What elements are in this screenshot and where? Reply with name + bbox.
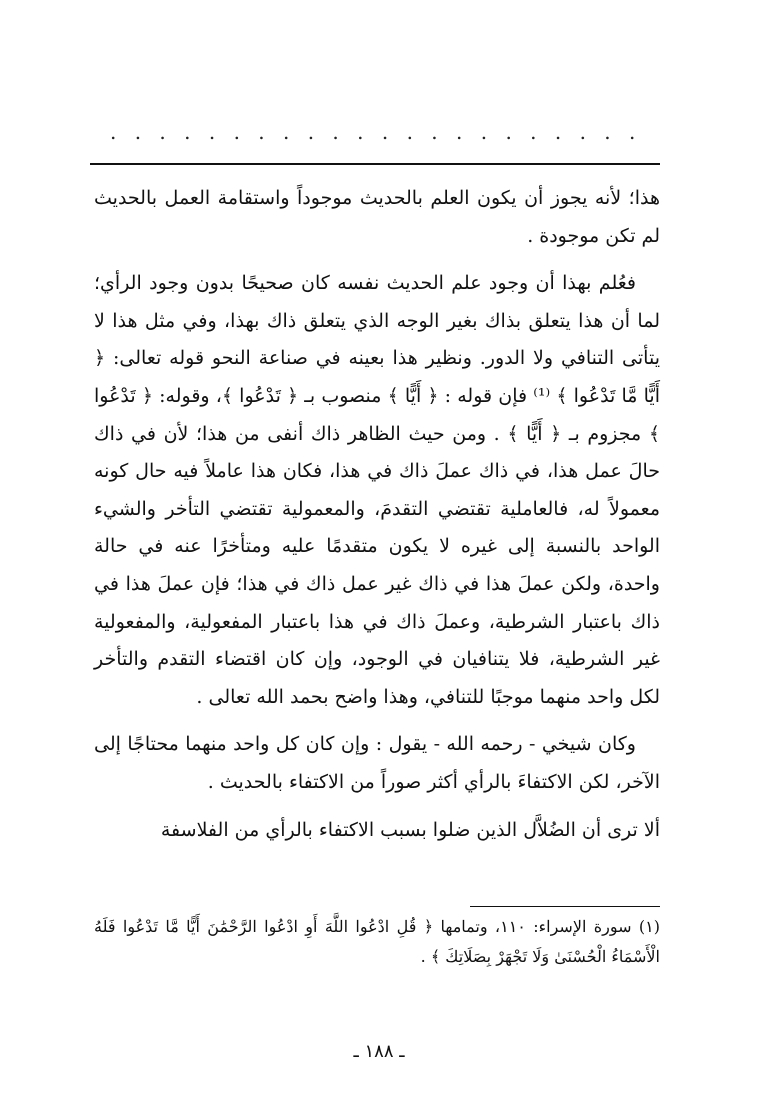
header-rule	[90, 163, 660, 165]
footnote-rule	[470, 906, 660, 907]
paragraph-2: فعُلم بهذا أن وجود علم الحديث نفسه كان صحيحًا بدون وجود الرأي؛ لما أن هذا يتعلق بذاك بغير الوجه الذي يتعلق ذاك بهذا، وفي مثل هذا لا يتأتى التنافي ولا الدور. ونظير هذا بعينه في صناعة النحو قوله تعالى: ﴿ أَيًّا مَّا تَدْعُوا ﴾ ⁽¹⁾ فإن قوله : ﴿ أَيًّا ﴾ منصوب بـ ﴿ تَدْعُوا ﴾، وقوله: ﴿ تَدْعُوا ﴾ مجزوم بـ ﴿ أَيًّا ﴾ . ومن حيث الظاهر ذاك أنفى من هذا؛ لأن في ذاك حالَ عمل هذا، في ذاك عملَ ذاك في هذا، فكان هذا عاملاً فيه حال كونه معمولاً له، فالعاملية تقتضي التقدمَ، والمعمولية تقتضي التأخر والشيء الواحد بالنسبة إلى غيره لا يكون متقدمًا عليه ومتأخرًا عنه في حالة واحدة، ولكن عملَ هذا في ذاك غير عمل ذاك في هذا؛ فإن عملَ هذا في ذاك باعتبار الشرطية، وعملَ ذاك في هذا باعتبار المفعولية، والمفعولية غير الشرطية، فلا يتنافيان في الوجود، وإن كان اقتضاء التقدم والتأخر لكل واحد منهما موجبًا للتنافي، وهذا واضح بحمد الله تعالى .	[94, 272, 660, 708]
footnote: (١) سورة الإسراء: ١١٠، وتمامها ﴿ قُلِ ادْعُوا اللَّهَ أَوِ ادْعُوا الرَّحْمَٰنَ أَيًّا مَّا تَدْعُوا فَلَهُ الْأَسْمَاءُ الْحُسْنَىٰ وَلَا تَجْهَرْ بِصَلَاتِكَ ﴾ .	[94, 917, 660, 966]
page-number: ـ ١٨٨ ـ	[353, 1041, 405, 1062]
paragraph-3: وكان شيخي - رحمه الله - يقول : وإن كان كل واحد منهما محتاجًا إلى الآخر، لكن الاكتفاءَ بالرأي أكثر صوراً من الاكتفاء بالحديث .	[94, 733, 660, 793]
header-dot-leader: . . . . . . . . . . . . . . . . . . . . . .	[110, 120, 642, 144]
paragraph-4: ألا ترى أن الضُلاَّل الذين ضلوا بسبب الاكتفاء بالرأي من الفلاسفة	[160, 818, 660, 841]
paragraph-1: هذا؛ لأنه يجوز أن يكون العلم بالحديث موجوداً واستقامة العمل بالحديث لم تكن موجودة .	[94, 187, 660, 247]
body-text	[94, 180, 660, 849]
